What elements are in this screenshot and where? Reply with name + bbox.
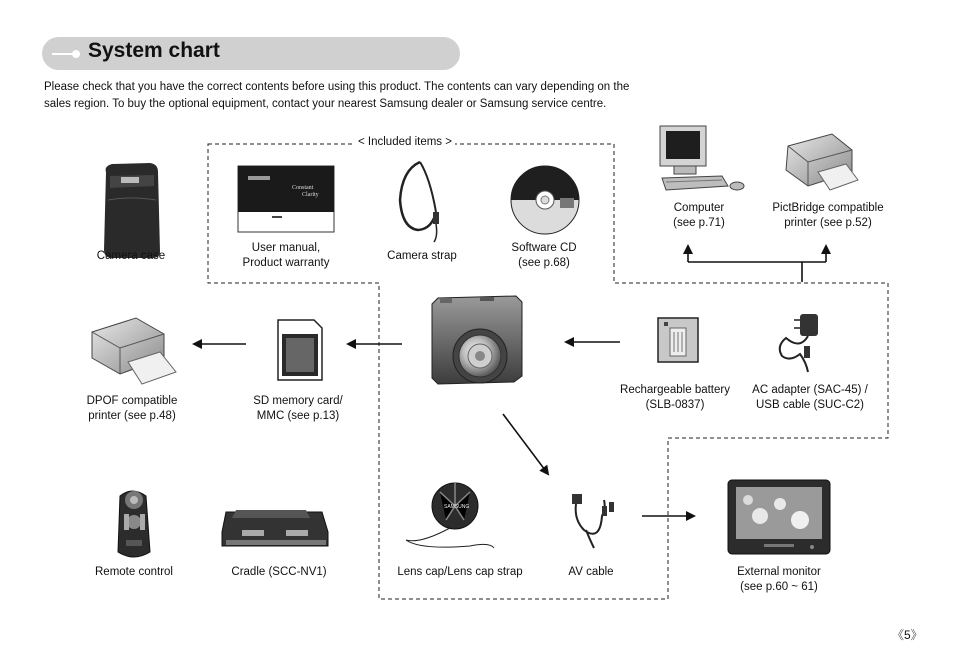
lens-cap-brand: SAMSUNG (444, 504, 470, 510)
label-adapter-line1: AC adapter (SAC-45) / (752, 384, 868, 396)
label-computer-line2: (see p.71) (673, 217, 725, 229)
label-manual (226, 241, 346, 271)
label-remote: Remote control (95, 566, 173, 578)
label-dpof (72, 394, 192, 424)
page-title: System chart (88, 39, 220, 62)
label-sd-line1: SD memory card/ (253, 395, 343, 407)
label-strap: Camera strap (387, 250, 457, 262)
label-sd-line2: MMC (see p.13) (256, 410, 340, 422)
external-monitor-image (728, 480, 830, 554)
label-battery-line2: (SLB-0837) (645, 399, 705, 411)
camera-image (432, 296, 522, 384)
label-dpof-line2: printer (see p.48) (88, 410, 176, 422)
connector-adapter-to-pc-printer (688, 246, 826, 282)
label-pictbridge (762, 201, 894, 231)
label-sd (238, 394, 358, 424)
camera-strap-image (400, 162, 439, 242)
cradle-image (222, 510, 328, 546)
label-battery-line1: Rechargeable battery (620, 384, 730, 396)
label-camera-case: Camera case (96, 250, 166, 262)
intro-text: Please check that you have the correct contents before using this product. The contents can vary depending on the sales region. To buy the optional equipment, contact your nearest Samsung dealer or Samsung service centre. (44, 81, 630, 110)
sd-card-image (278, 320, 322, 380)
label-cd-line2: (see p.68) (518, 257, 570, 269)
camera-case-image (104, 163, 160, 258)
dpof-printer-image (92, 318, 176, 384)
manual-cover-word2: Clarity (302, 192, 319, 198)
lens-cap-image (406, 483, 494, 548)
label-av-cable: AV cable (568, 566, 614, 578)
label-monitor-line1: External monitor (737, 566, 821, 578)
label-computer-line1: Computer (673, 202, 725, 214)
page-number: 《5》 (892, 628, 923, 642)
label-cd-line1: Software CD (511, 242, 577, 254)
ac-adapter-image (780, 314, 818, 372)
label-adapter-line2: USB cable (SUC-C2) (756, 399, 864, 411)
user-manual-image (238, 166, 334, 232)
manual-cover-word1: Constant (292, 185, 314, 191)
label-monitor (719, 565, 839, 595)
software-cd-image (511, 166, 579, 234)
pictbridge-printer-image (786, 134, 858, 190)
label-computer (649, 201, 749, 231)
label-cd (494, 241, 594, 271)
label-lens-cap: Lens cap/Lens cap strap (397, 566, 523, 578)
label-monitor-line2: (see p.60 ~ 61) (740, 581, 818, 593)
label-dpof-line1: DPOF compatible (86, 395, 178, 407)
label-battery (610, 383, 740, 413)
remote-control-image (118, 491, 150, 557)
label-pictbridge-line2: printer (see p.52) (784, 217, 872, 229)
label-manual-line2: Product warranty (242, 257, 330, 269)
label-adapter (742, 383, 878, 413)
label-manual-line1: User manual, (251, 242, 321, 254)
label-cradle: Cradle (SCC-NV1) (231, 566, 327, 578)
battery-image (658, 318, 698, 362)
included-items-legend: < Included items > (355, 136, 455, 148)
computer-image (660, 126, 744, 190)
av-cable-image (572, 494, 614, 548)
arrow-camera-to-av (503, 414, 548, 474)
label-pictbridge-line1: PictBridge compatible (772, 202, 884, 214)
